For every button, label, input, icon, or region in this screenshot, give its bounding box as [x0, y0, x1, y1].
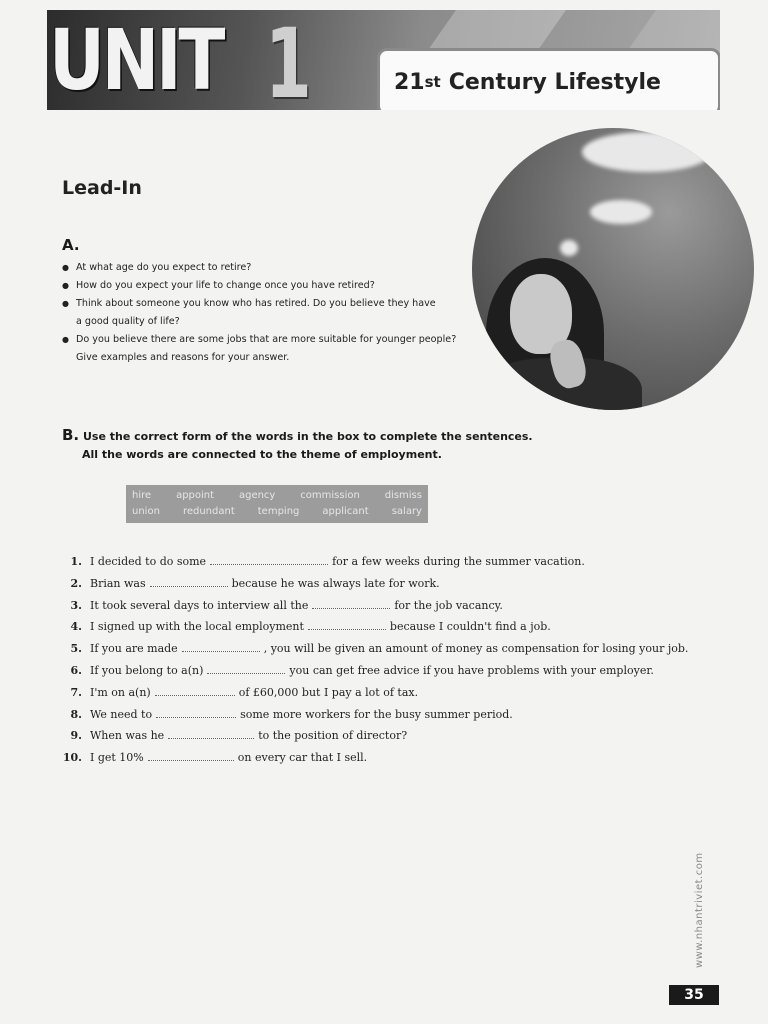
sentence-number: 3.: [70, 598, 82, 612]
word-box-word: union: [132, 506, 160, 517]
answer-blank[interactable]: [210, 552, 328, 565]
sentence-end: because I couldn't find a job.: [389, 620, 551, 634]
sentence-number: 9.: [70, 729, 82, 743]
instruction-line: Use the correct form of the words in the box to complete the sentences.: [82, 430, 533, 443]
answer-blank[interactable]: [168, 726, 254, 739]
sentence-item: [60, 725, 680, 747]
question-item: [62, 259, 482, 277]
question-text: At what age do you expect to retire?: [76, 262, 252, 273]
cloud-shape: [582, 132, 712, 172]
sentence-start: It took several days to interview all the: [90, 598, 309, 612]
sentence-start: We need to: [90, 707, 153, 721]
section-b-label: B.: [62, 426, 80, 444]
word-box-word: appoint: [176, 490, 215, 501]
title-suffix: st: [424, 73, 441, 91]
sentence-number: 8.: [70, 707, 82, 721]
unit-banner: [47, 10, 720, 110]
cloud-shape: [560, 240, 578, 256]
sentence-number: 6.: [70, 663, 82, 677]
word-box-word: agency: [238, 490, 276, 501]
sentence-start: Brian was: [90, 576, 146, 590]
question-text: Do you believe there are some jobs that are more suitable for younger people?: [76, 334, 457, 345]
question-item: [62, 295, 482, 313]
sentence-end: you can get free advice if you have problems with your employer.: [289, 663, 654, 677]
publisher-watermark: www.nhantriviet.com: [694, 852, 705, 968]
answer-blank[interactable]: [150, 574, 228, 587]
question-text: How do you expect your life to change once you have retired?: [76, 280, 375, 291]
question-item: [62, 331, 482, 349]
sentence-item: [60, 573, 680, 595]
answer-blank[interactable]: [308, 617, 386, 630]
word-box: [126, 485, 428, 523]
question-item: [62, 277, 482, 295]
word-box-word: dismiss: [384, 490, 422, 501]
lead-in-heading: Lead-In: [62, 177, 142, 199]
sentence-item: [60, 595, 680, 617]
sentence-item: [60, 747, 680, 769]
answer-blank[interactable]: [155, 683, 235, 696]
sentence-start: If you belong to a(n): [90, 663, 204, 677]
word-box-word: redundant: [182, 506, 235, 517]
sentence-end: to the position of director?: [258, 729, 408, 743]
sentence-item: [60, 551, 680, 573]
word-box-word: commission: [300, 490, 360, 501]
thinking-woman-photo: [472, 128, 754, 410]
sentence-start: I'm on a(n): [90, 685, 151, 699]
sentence-end: , you will be given an amount of money as compensation for losing your job.: [263, 642, 689, 656]
sentence-number: 7.: [70, 685, 82, 699]
sentence-end: because he was always late for work.: [231, 576, 440, 590]
cloud-shape: [590, 200, 652, 224]
sentence-end: for the job vacancy.: [394, 598, 503, 612]
section-b-instructions: [62, 426, 533, 464]
sentence-item: [60, 616, 680, 638]
sentence-end: on every car that I sell.: [237, 751, 368, 765]
sentence-number: 10.: [62, 751, 82, 765]
section-a-questions: [62, 259, 482, 367]
sentence-end: of £60,000 but I pay a lot of tax.: [238, 685, 419, 699]
answer-blank[interactable]: [148, 748, 234, 761]
word-box-word: hire: [132, 490, 152, 501]
sentence-start: When was he: [90, 729, 165, 743]
sentence-start: I decided to do some: [90, 555, 207, 568]
sentence-item: [60, 638, 689, 660]
sentence-item: [60, 682, 680, 704]
question-continuation: a good quality of life?: [76, 316, 180, 327]
sentence-start: I signed up with the local employment: [90, 620, 304, 634]
sentence-end: for a few weeks during the summer vacation.: [332, 555, 585, 568]
sentence-start: I get 10%: [90, 751, 144, 765]
unit-word: UNIT: [49, 11, 223, 109]
word-box-row: [132, 504, 422, 520]
page-number: 35: [669, 985, 719, 1005]
question-text: Think about someone you know who has retired. Do you believe they have: [76, 298, 436, 309]
word-box-row: [132, 488, 422, 504]
sentence-number: 4.: [70, 620, 82, 634]
section-a-label: A.: [62, 236, 80, 254]
unit-title: Century Lifestyle: [448, 69, 661, 95]
answer-blank[interactable]: [182, 639, 260, 652]
answer-blank[interactable]: [207, 661, 285, 674]
sentence-number: 2.: [70, 576, 82, 590]
sentence-item: [60, 704, 680, 726]
answer-blank[interactable]: [312, 596, 390, 609]
title-number: 21: [394, 69, 425, 95]
word-box-word: temping: [257, 506, 300, 517]
sentence-number: 5.: [70, 642, 82, 656]
sentence-start: If you are made: [90, 642, 178, 656]
unit-number: 1: [265, 10, 312, 110]
instruction-line: All the words are connected to the theme of employment.: [82, 448, 442, 461]
sentence-item: [60, 660, 680, 682]
answer-blank[interactable]: [156, 705, 236, 718]
sentence-end: some more workers for the busy summer period.: [240, 707, 513, 721]
sentence-number: 1.: [70, 555, 82, 568]
word-box-word: applicant: [322, 506, 369, 517]
word-box-word: salary: [391, 506, 422, 517]
question-continuation: Give examples and reasons for your answer.: [76, 352, 290, 363]
unit-title-box: [377, 48, 720, 110]
gap-fill-sentences: [60, 551, 689, 769]
